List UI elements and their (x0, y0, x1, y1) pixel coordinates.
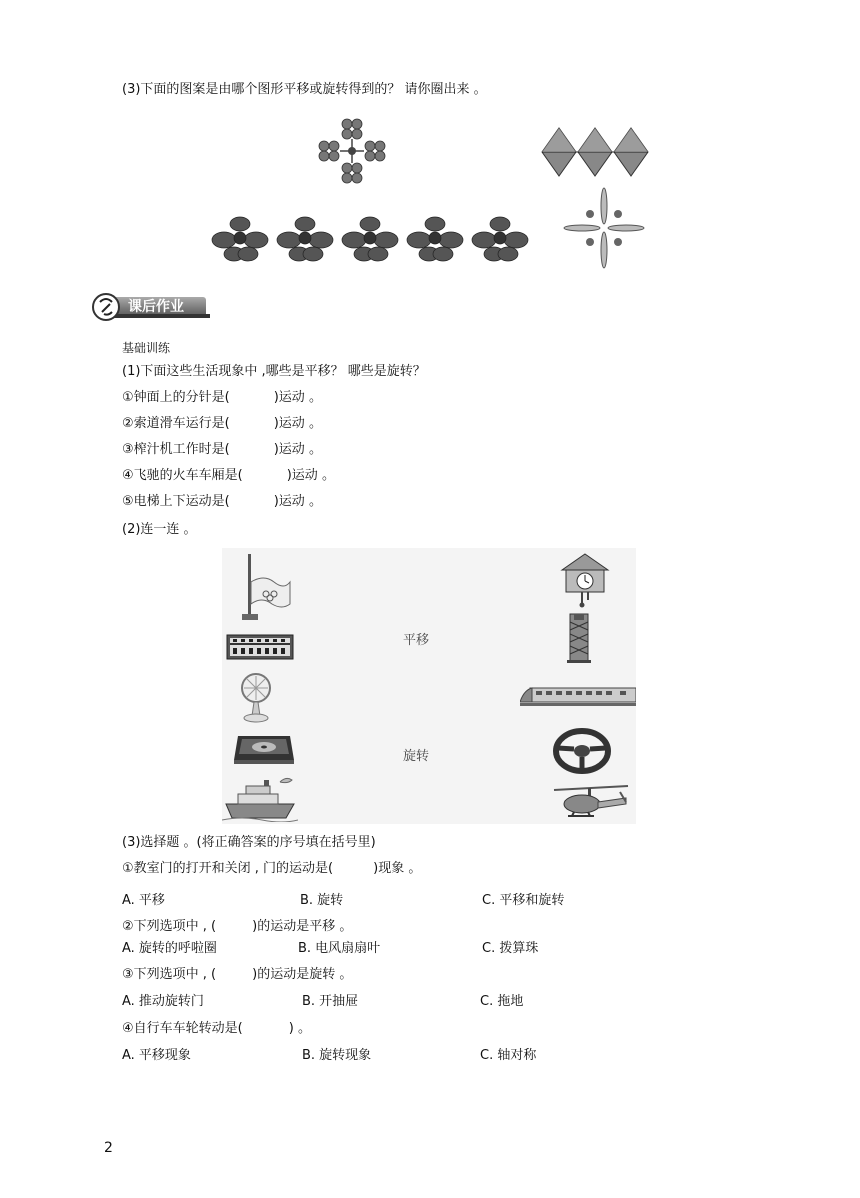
q1-item-3: ③榨汁机工作时是( )运动 。 (122, 442, 322, 457)
flag-pole-image (230, 552, 292, 624)
q3-q1-option-c: C. 平移和旋转 (482, 893, 565, 908)
q2-title: (2)连一连 。 (122, 522, 197, 537)
q3-q4-option-c: C. 轴对称 (480, 1048, 537, 1063)
train-image (520, 682, 636, 710)
label-rotate: 旋转 (403, 749, 430, 764)
q3-question-1: ①教室门的打开和关闭 , 门的运动是( )现象 。 (122, 861, 422, 876)
q3-question-3: ③下列选项中 , ( )的运动是旋转 。 (122, 967, 353, 982)
cd-player-image (232, 732, 296, 766)
label-translate: 平移 (403, 633, 430, 648)
q3-title: (3)选择题 。(将正确答案的序号填在括号里) (122, 835, 376, 850)
q3-q4-option-b: B. 旋转现象 (302, 1048, 372, 1063)
q1-item-5: ⑤电梯上下运动是( )运动 。 (122, 494, 322, 509)
q3-question-4: ④自行车车轮转动是( ) 。 (122, 1021, 311, 1036)
clover-pattern-image (314, 112, 390, 190)
q1-item-2: ②索道滑车运行是( )运动 。 (122, 416, 322, 431)
q1-title: (1)下面这些生活现象中 ,哪些是平移？ 哪些是旋转？ (122, 364, 426, 379)
q3-q3-option-a: A. 推动旋转门 (122, 994, 204, 1009)
q3-q3-option-b: B. 开抽屉 (302, 994, 359, 1009)
q3-question-2: ②下列选项中 , ( )的运动是平移 。 (122, 919, 353, 934)
helicopter-image (550, 782, 632, 824)
electric-fan-image (236, 672, 280, 724)
q3-q4-option-a: A. 平移现象 (122, 1048, 191, 1063)
diamond-pattern-image (540, 126, 652, 178)
q3-q2-option-c: C. 拨算珠 (482, 941, 539, 956)
section-header-title: 课后作业 (128, 299, 184, 315)
ship-image (222, 774, 298, 822)
q1-item-4: ④飞驰的火车车厢是( )运动 。 (122, 468, 335, 483)
q3-q2-option-b: B. 电风扇扇叶 (298, 941, 381, 956)
cuckoo-clock-image (558, 552, 612, 608)
q3-q2-option-a: A. 旋转的呼啦圈 (122, 941, 217, 956)
elevator-tower-image (562, 612, 596, 664)
q3-q1-option-a: A. 平移 (122, 893, 165, 908)
page-number: 2 (104, 1140, 113, 1156)
q3-q3-option-c: C. 拖地 (480, 994, 524, 1009)
floral-border-image (207, 210, 535, 266)
steering-wheel-image (552, 728, 612, 774)
cross-dot-pattern-image (562, 186, 646, 270)
q1-item-1: ①钟面上的分针是( )运动 。 (122, 390, 322, 405)
abacus-image (226, 634, 294, 660)
q3-q1-option-b: B. 旋转 (300, 893, 344, 908)
intro-question: (3)下面的图案是由哪个图形平移或旋转得到的？ 请你圈出来 。 (122, 82, 487, 97)
matching-panel (222, 548, 636, 824)
basic-training-label: 基础训练 (122, 341, 171, 355)
